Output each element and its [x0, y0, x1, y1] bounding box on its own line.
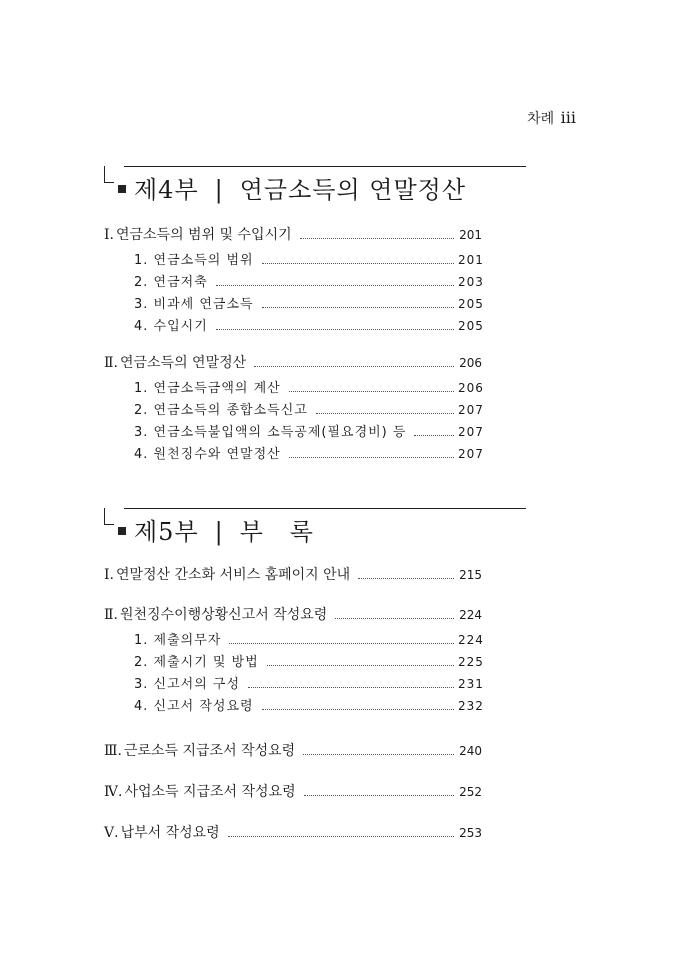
toc-item[interactable]: [134, 249, 482, 268]
item-numeral: 1.: [134, 633, 149, 648]
item-numeral: 3.: [134, 677, 149, 692]
toc-section[interactable]: [104, 352, 482, 372]
toc-section[interactable]: [104, 781, 482, 801]
part-rule: [124, 166, 526, 167]
page-number: 252: [459, 785, 482, 799]
dot-leader: [216, 329, 454, 330]
item-numeral: 1.: [134, 253, 149, 268]
dot-leader: [267, 665, 454, 666]
dot-leader: [216, 285, 454, 286]
item-title: 연금소득금액의 계산: [153, 381, 281, 396]
toc-section[interactable]: [104, 224, 482, 244]
toc-item[interactable]: [134, 421, 482, 440]
item-numeral: 2.: [134, 655, 149, 670]
toc-item[interactable]: [134, 377, 482, 396]
toc-item[interactable]: [134, 629, 482, 648]
item-title: 연금저축: [153, 275, 208, 290]
section-title: 연금소득의 연말정산: [119, 355, 247, 371]
toc-item[interactable]: [134, 271, 482, 290]
dot-leader: [289, 391, 454, 392]
page-number: 225: [458, 655, 484, 669]
toc-section[interactable]: [104, 564, 482, 584]
dot-leader: [228, 836, 454, 837]
toc-item[interactable]: [134, 673, 482, 692]
page-number: 201: [459, 228, 482, 242]
item-title: 신고서의 구성: [153, 677, 241, 692]
toc-section[interactable]: [104, 822, 482, 842]
item-title: 연금소득의 범위: [153, 253, 254, 268]
page-number: 207: [458, 403, 484, 417]
part-rule-hook: [104, 508, 114, 525]
dot-leader: [248, 687, 454, 688]
page-number: 206: [459, 356, 482, 370]
toc-item[interactable]: [134, 695, 482, 714]
section-title: 원천징수이행상황신고서 작성요령: [119, 607, 328, 623]
dot-leader: [289, 457, 454, 458]
page-number: 232: [458, 699, 484, 713]
page-number: 240: [459, 744, 482, 758]
toc-section[interactable]: [104, 740, 482, 760]
page-number: 253: [459, 826, 482, 840]
dot-leader: [254, 366, 454, 367]
page-number: 201: [458, 253, 484, 267]
toc-item[interactable]: [134, 651, 482, 670]
toc-item[interactable]: [134, 399, 482, 418]
dot-leader: [303, 754, 454, 755]
section-numeral: Ⅰ.: [104, 227, 114, 243]
item-numeral: 3.: [134, 297, 149, 312]
section-numeral: Ⅴ.: [104, 825, 119, 841]
section-numeral: Ⅱ.: [104, 355, 118, 371]
item-title: 신고서 작성요령: [153, 699, 254, 714]
section-title: 연말정산 간소화 서비스 홈페이지 안내: [115, 567, 351, 583]
dot-leader: [358, 578, 454, 579]
running-head: [527, 108, 576, 128]
part-separator: |: [214, 176, 224, 204]
part-number: 제4부: [134, 176, 199, 204]
dot-leader: [304, 795, 454, 796]
item-numeral: 2.: [134, 403, 149, 418]
item-title: 비과세 연금소득: [153, 297, 254, 312]
page-number: 207: [458, 425, 484, 439]
running-head-page-number: iii: [560, 108, 576, 127]
item-title: 제출시기 및 방법: [153, 655, 259, 670]
page-number: 215: [459, 568, 482, 582]
page-number: 203: [458, 275, 484, 289]
part-separator: |: [214, 518, 224, 546]
square-bullet-icon: [118, 527, 126, 535]
item-title: 제출의무자: [153, 633, 222, 648]
square-bullet-icon: [118, 185, 126, 193]
dot-leader: [229, 643, 454, 644]
item-numeral: 3.: [134, 425, 149, 440]
part-title: [118, 170, 466, 205]
item-numeral: 1.: [134, 381, 149, 396]
page-number: 224: [459, 608, 482, 622]
running-head-label: 차례: [527, 111, 555, 127]
section-numeral: Ⅰ.: [104, 567, 114, 583]
section-numeral: Ⅳ.: [104, 784, 123, 800]
item-numeral: 4.: [134, 447, 149, 462]
section-title: 연금소득의 범위 및 수입시기: [115, 227, 292, 243]
dot-leader: [262, 307, 454, 308]
item-numeral: 4.: [134, 319, 149, 334]
section-title: 납부서 작성요령: [120, 825, 220, 841]
dot-leader: [262, 709, 454, 710]
toc-section[interactable]: [104, 604, 482, 624]
part-title: [118, 512, 314, 547]
part-rule-hook: [104, 166, 114, 183]
toc-item[interactable]: [134, 443, 482, 462]
item-title: 연금소득의 종합소득신고: [153, 403, 308, 418]
page-number: 205: [458, 297, 484, 311]
toc-item[interactable]: [134, 293, 482, 312]
section-title: 근로소득 지급조서 작성요령: [123, 743, 296, 759]
dot-leader: [414, 435, 454, 436]
dot-leader: [316, 413, 454, 414]
part-name: 연금소득의 연말정산: [239, 176, 467, 204]
dot-leader: [262, 263, 454, 264]
item-numeral: 4.: [134, 699, 149, 714]
dot-leader: [300, 238, 454, 239]
page-number: 206: [458, 381, 484, 395]
page-number: 224: [458, 633, 484, 647]
item-numeral: 2.: [134, 275, 149, 290]
section-title: 사업소득 지급조서 작성요령: [124, 784, 296, 800]
dot-leader: [335, 618, 454, 619]
page-number: 231: [458, 677, 484, 691]
item-title: 수입시기: [153, 319, 208, 334]
part-name: 부 록: [239, 518, 314, 546]
page-number: 205: [458, 319, 484, 333]
section-numeral: Ⅲ.: [104, 743, 122, 759]
section-numeral: Ⅱ.: [104, 607, 118, 623]
item-title: 연금소득불입액의 소득공제(필요경비) 등: [153, 425, 407, 440]
item-title: 원천징수와 연말정산: [153, 447, 281, 462]
toc-item[interactable]: [134, 315, 482, 334]
page-number: 207: [458, 447, 484, 461]
part-number: 제5부: [134, 518, 199, 546]
part-rule: [124, 508, 526, 509]
